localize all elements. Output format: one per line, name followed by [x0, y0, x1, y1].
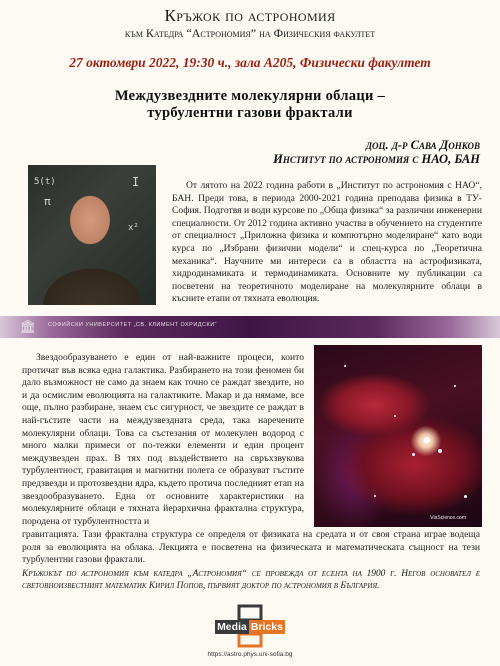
- website-link[interactable]: https://astro.phys.uni-sofia.bg: [207, 651, 293, 658]
- sponsor-brand-part2: Bricks: [250, 621, 283, 633]
- star: [394, 415, 396, 417]
- club-subtitle: към Катедра “Астрономия” на Физическия факултет: [124, 26, 376, 40]
- event-info: 27 октомври 2022, 19:30 ч., зала А205, Физически факултет: [69, 55, 431, 70]
- star: [374, 495, 376, 497]
- speaker-affiliation: Институт по астрономия с НАО, БАН: [273, 152, 480, 166]
- chalk-text: 5(t): [34, 177, 56, 187]
- chalk-text: I: [132, 175, 140, 189]
- sponsor-brand-part1: Media: [217, 621, 247, 633]
- lecturer-block: [150, 138, 480, 166]
- lecture-title-line1: Междузвездните молекулярни облаци –: [114, 88, 386, 104]
- lecture-abstract: [22, 352, 304, 528]
- abstract-text: Звездообразуването е един от най-важните процеси, които протичат във всяка една галактика. Разбирането на този феномен би дало възможност не само да знаем как точно се раждат звездите, но и да осмислим еволюцията на галактиките. Макар и да нямаме, все още, пълно разбиране, знаем със сигурност, че звездите се раждат в най-гъстите части на междузвездната среда, така наречените молекулярни облаци. Това са състезания от молекулен водород с много малки примеси от по-тежки елементи и един процент междузвезден прах. В тях под въздействието на свръхзвукова турбулентност, гравитация и магнитни полета се образуват гъстите предзвезди и протозвездни ядра, където протича последният етап на звездообразуването. Една от основните характеристики на молекулярните облаци е тяхната йерархична фрактална структура, породена от турбулентността и: [22, 352, 304, 527]
- club-title: Кръжок по астрономия: [164, 6, 336, 25]
- star: [438, 449, 442, 453]
- speaker-photo: [28, 165, 156, 305]
- image-credit: ViaScience.com: [430, 515, 466, 521]
- nebula-image: [314, 345, 482, 527]
- university-name: СОФИЙСКИ УНИВЕРСИТЕТ „СВ. КЛИМЕНТ ОХРИДСКИ“: [48, 322, 217, 328]
- speaker-name: доц. д-р Сава Донков: [365, 138, 480, 152]
- lecture-abstract-tail: [22, 529, 480, 567]
- star: [412, 453, 415, 456]
- club-history-note: Кръжокът по астрономия към катедра „Астрономия“ се провежда от есента на 1900 г. Негов основател е световноизвестният математик Кирил Попов, първият доктор по астрономия в България.: [22, 569, 480, 591]
- lecture-title: [0, 88, 500, 122]
- sponsor-brand: [209, 620, 291, 634]
- abstract-tail-text: гравитацията. Тази фрактална структура се определя от физиката на средата и от своя страна играе водеща роля за еволюцията на облака. Лекцията е посветена на физическата и математическата същност на тези турбулентни газови фрактали.: [22, 529, 480, 566]
- star: [454, 385, 456, 387]
- star: [424, 437, 430, 443]
- university-building-icon: 🏛: [19, 319, 37, 334]
- chalk-text: π: [44, 195, 51, 208]
- chalk-text: x²: [128, 223, 139, 233]
- star: [464, 495, 467, 498]
- section-divider-banner: [0, 316, 500, 338]
- lecture-title-line2: турбулентни газови фрактали: [147, 105, 353, 121]
- star: [344, 365, 346, 367]
- speaker-bio: От лятото на 2022 година работи в „Институт по астрономия с НАО“, БАН. Преди това, в периода 2000-2021 година преподава физика в ТУ-София. Подготвя и води курсове по „Обща физика“ за различни инженерни специалности. От 2012 година активно участва в обучението на студентите от специалност „Приложна физика и компютърно моделиране“ като води курса по „Избрани физични модели“ и спец-курса по „Теоретична механика“. Научните ми интереси са в областта на астрофизиката, хидродинамиката и термодинамиката. Основните му публикации са посветени на теоретичното моделиране на молекулярните облаци в късните етапи от тяхната еволюция.: [172, 180, 482, 305]
- sponsor-logo: [209, 604, 291, 648]
